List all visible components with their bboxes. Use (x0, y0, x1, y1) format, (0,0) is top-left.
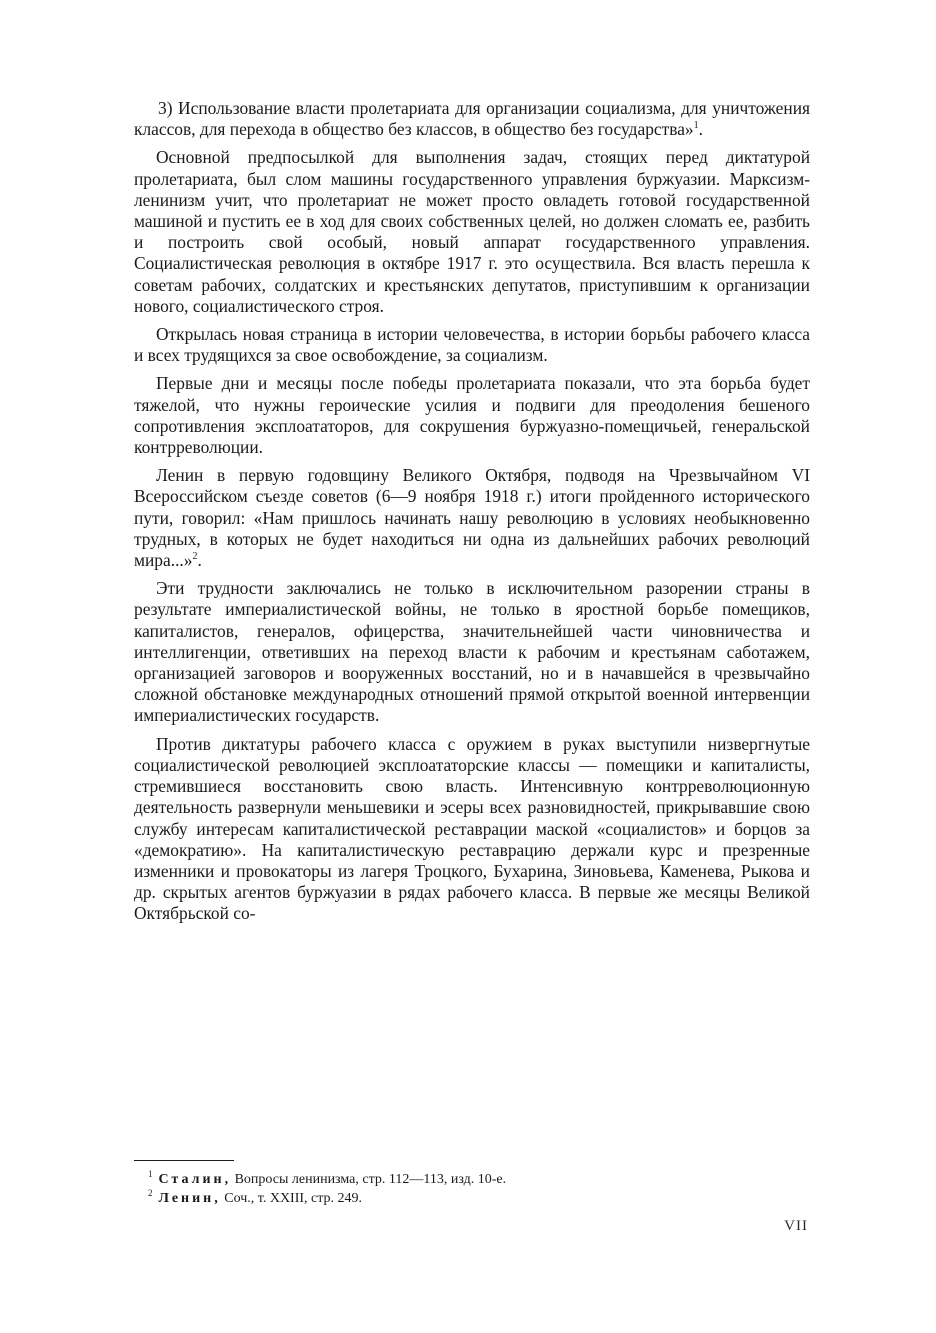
footnote-text: Вопросы ленинизма, стр. 112—113, изд. 10-е. (231, 1172, 507, 1187)
footnote-divider (134, 1160, 234, 1161)
footnote-author: Ленин, (158, 1191, 221, 1206)
paragraph-7: Против диктатуры рабочего класса с оружием в руках выступили низвергнутые социалистической революцией эксплоататорские классы — помещики и капиталисты, стремившиеся восстановить свою власть. Интенсивную контрреволюционную деятельность развернули меньшевики и эсеры всех разновидностей, прикрывавшие свою службу интересам капиталистической реставрации маской «социалистов» и борцов за «демократию». На капиталистическую реставрацию держали курс и презренные изменники и провокаторы из лагеря Троцкого, Бухарина, Зиновьева, Каменева, Рыкова и др. скрытых агентов буржуазии в рядах рабочего класса. В первые же месяцы Великой Октябрьской со- (134, 733, 810, 924)
paragraph-6: Эти трудности заключались не только в исключительном разорении страны в результате империалистической войны, не только в яростной борьбе помещиков, капиталистов, генералов, офицерства, значительнейшей части чиновничества и интеллигенции, ответивших на переход власти к рабочим и крестьянам саботажем, организацией заговоров и вооруженных восстаний, но и в начавшейся в чрезвычайно сложной обстановке международных отношений прямой открытой военной интервенции империалистических государств. (134, 578, 810, 726)
footnotes (148, 1170, 788, 1208)
page-body (134, 98, 810, 932)
paragraph-3: Открылась новая страница в истории человечества, в истории борьбы рабочего класса и всех трудящихся за свое освобождение, за социализм. (134, 324, 810, 366)
footnote-ref-2[interactable]: 2 (192, 551, 198, 563)
footnote-2 (148, 1189, 788, 1208)
footnote-number: 2 (148, 1188, 153, 1199)
page-number: VII (784, 1218, 808, 1234)
footnote-ref-1[interactable]: 1 (693, 120, 699, 132)
footnote-text: Соч., т. XXIII, стр. 249. (220, 1191, 363, 1206)
footnote-1 (148, 1170, 788, 1189)
paragraph-5: Ленин в первую годовщину Великого Октября, подводя на Чрезвычайном VI Всероссийском съезде советов (6—9 ноября 1918 г.) итоги пройденного исторического пути, говорил: «Нам пришлось начинать нашу революцию в условиях необыкновенно трудных, в которых не будет находиться ни одна из дальнейших рабочих революций мира...»$^2$. (134, 465, 810, 571)
footnote-author: Сталин, (158, 1172, 232, 1187)
paragraph-2: Основной предпосылкой для выполнения задач, стоящих перед диктатурой пролетариата, был слом машины государственного управления буржуазии. Марксизм-ленинизм учит, что пролетариат не может просто овладеть готовой государственной машиной и пустить ее в ход для своих собственных целей, но должен сломать ее, разбить и построить свой особый, новый аппарат государственного управления. Социалистическая революция в октябре 1917 г. это осуществила. Вся власть перешла к советам рабочих, солдатских и крестьянских депутатов, приступившим к организации нового, социалистического строя. (134, 147, 810, 316)
footnote-number: 1 (148, 1169, 153, 1180)
paragraph-1: 3) Использование власти пролетариата для организации социализма, для уничтожения классов, для перехода в общество без классов, в общество без государства»$^1$. (134, 98, 810, 140)
paragraph-4: Первые дни и месяцы после победы пролетариата показали, что эта борьба будет тяжелой, что нужны героические усилия и подвиги для преодоления бешеного сопротивления эксплоататоров, для сокрушения буржуазно-помещичьей, генеральской контрреволюции. (134, 373, 810, 458)
